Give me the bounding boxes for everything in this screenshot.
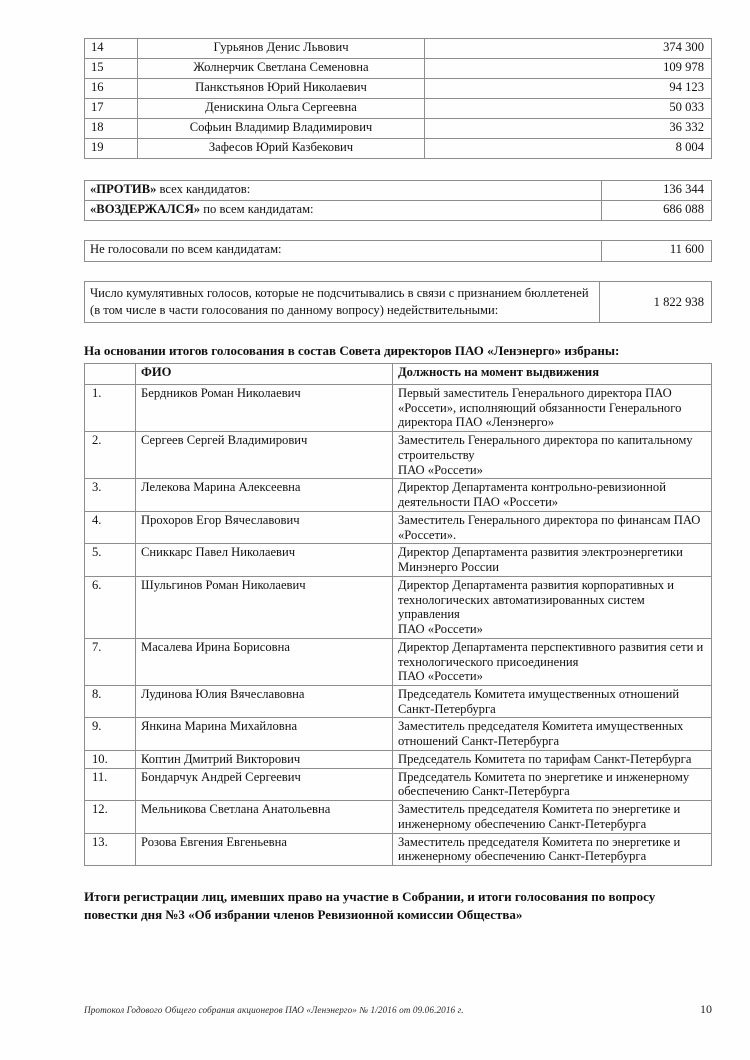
board-member-position: Председатель Комитета по тарифам Санкт-Петербурга bbox=[393, 750, 712, 768]
table-row bbox=[85, 638, 712, 685]
board-member-position: Директор Департамента перспективного развития сети и технологического присоединения ПАО «Россети» bbox=[393, 638, 712, 685]
board-table-body bbox=[85, 385, 712, 866]
candidate-number: 18 bbox=[85, 119, 138, 139]
table-row bbox=[85, 833, 712, 865]
cumulative-votes-table bbox=[84, 281, 712, 323]
table-row bbox=[85, 544, 712, 576]
table-row bbox=[85, 768, 712, 800]
table-row bbox=[85, 718, 712, 750]
candidate-name: Софьин Владимир Владимирович bbox=[138, 119, 425, 139]
table-row bbox=[85, 59, 712, 79]
board-member-position: Заместитель председателя Комитета по энергетике и инженерному обеспечению Санкт-Петербурга bbox=[393, 801, 712, 833]
candidate-number: 19 bbox=[85, 139, 138, 159]
table-row bbox=[85, 685, 712, 717]
page-number: 10 bbox=[700, 1002, 712, 1016]
table-row bbox=[85, 801, 712, 833]
board-member-number: 12. bbox=[85, 801, 136, 833]
board-member-number: 5. bbox=[85, 544, 136, 576]
table-row bbox=[85, 511, 712, 543]
against-keyword: «ПРОТИВ» bbox=[90, 182, 157, 196]
elected-board-table bbox=[84, 363, 712, 866]
abstain-keyword: «ВОЗДЕРЖАЛСЯ» bbox=[90, 202, 201, 216]
board-member-name: Лудинова Юлия Вячеславовна bbox=[136, 685, 393, 717]
candidate-votes: 36 332 bbox=[425, 119, 712, 139]
board-member-position: Председатель Комитета по энергетике и инженерному обеспечению Санкт-Петербурга bbox=[393, 768, 712, 800]
board-member-name: Коптин Дмитрий Викторович bbox=[136, 750, 393, 768]
board-member-name: Масалева Ирина Борисовна bbox=[136, 638, 393, 685]
candidate-votes: 50 033 bbox=[425, 99, 712, 119]
candidate-number: 15 bbox=[85, 59, 138, 79]
table-row bbox=[85, 139, 712, 159]
board-member-name: Мельникова Светлана Анатольевна bbox=[136, 801, 393, 833]
board-member-name: Бердников Роман Николаевич bbox=[136, 385, 393, 432]
not-voted-value: 11 600 bbox=[602, 241, 712, 262]
cumulative-value: 1 822 938 bbox=[600, 282, 712, 323]
board-member-name: Янкина Марина Михайловна bbox=[136, 718, 393, 750]
closing-paragraph: Итоги регистрации лиц, имевших право на участие в Собрании, и итоги голосования по вопросу повестки дня №3 «Об избрании членов Ревизионной комиссии Общества» bbox=[84, 889, 656, 922]
column-header-position: Должность на момент выдвижения bbox=[393, 364, 712, 385]
against-label bbox=[85, 181, 602, 201]
candidates-vote-table bbox=[84, 38, 712, 159]
candidate-name: Гурьянов Денис Львович bbox=[138, 39, 425, 59]
against-abstain-table bbox=[84, 180, 712, 221]
table-row bbox=[85, 432, 712, 479]
board-member-name: Шульгинов Роман Николаевич bbox=[136, 576, 393, 638]
not-voted-label: Не голосовали по всем кандидатам: bbox=[85, 241, 602, 262]
abstain-value: 686 088 bbox=[602, 201, 712, 221]
board-member-number: 2. bbox=[85, 432, 136, 479]
table-row bbox=[85, 181, 712, 201]
board-member-position: Директор Департамента контрольно-ревизионной деятельности ПАО «Россети» bbox=[393, 479, 712, 511]
spacer bbox=[84, 323, 712, 342]
table-row bbox=[85, 241, 712, 262]
board-member-position: Первый заместитель Генерального директора ПАО «Россети», исполняющий обязанности Генерального директора ПАО «Ленэнерго» bbox=[393, 385, 712, 432]
board-member-number: 6. bbox=[85, 576, 136, 638]
table-row bbox=[85, 385, 712, 432]
board-member-position: Заместитель председателя Комитета по энергетике и инженерному обеспечению Санкт-Петербурга bbox=[393, 833, 712, 865]
table-row bbox=[85, 576, 712, 638]
candidate-votes: 8 004 bbox=[425, 139, 712, 159]
board-member-position: Председатель Комитета имущественных отношений Санкт-Петербурга bbox=[393, 685, 712, 717]
column-header-fio: ФИО bbox=[136, 364, 393, 385]
candidate-name: Жолнерчик Светлана Семеновна bbox=[138, 59, 425, 79]
abstain-label bbox=[85, 201, 602, 221]
candidate-name: Панкстьянов Юрий Николаевич bbox=[138, 79, 425, 99]
board-member-position: Заместитель Генерального директора по финансам ПАО «Россети». bbox=[393, 511, 712, 543]
table-row bbox=[85, 282, 712, 323]
footer-protocol-note: Протокол Годового Общего собрания акционеров ПАО «Ленэнерго» № 1/2016 от 09.06.2016 г. bbox=[84, 1005, 464, 1015]
table-row bbox=[85, 39, 712, 59]
against-value: 136 344 bbox=[602, 181, 712, 201]
board-member-name: Лелекова Марина Алексеевна bbox=[136, 479, 393, 511]
candidate-name: Денискина Ольга Сергеевна bbox=[138, 99, 425, 119]
spacer bbox=[84, 262, 712, 281]
abstain-label-rest: по всем кандидатам: bbox=[200, 202, 314, 216]
cumulative-label: Число кумулятивных голосов, которые не подсчитывались в связи с признанием бюллетеней (в том числе в части голосования по данному вопросу) недействительными: bbox=[85, 282, 600, 323]
board-member-number: 7. bbox=[85, 638, 136, 685]
against-label-rest: всех кандидатов: bbox=[156, 182, 251, 196]
board-member-position: Директор Департамента развития электроэнергетики Минэнерго России bbox=[393, 544, 712, 576]
board-member-number: 13. bbox=[85, 833, 136, 865]
page-content bbox=[84, 38, 712, 923]
board-member-name: Сергеев Сергей Владимирович bbox=[136, 432, 393, 479]
candidate-number: 17 bbox=[85, 99, 138, 119]
board-member-position: Директор Департамента развития корпоративных и технологических автоматизированных систем управления ПАО «Россети» bbox=[393, 576, 712, 638]
summary-table-body bbox=[85, 181, 712, 221]
board-member-number: 11. bbox=[85, 768, 136, 800]
table-row bbox=[85, 119, 712, 139]
board-member-number: 9. bbox=[85, 718, 136, 750]
table-row bbox=[85, 201, 712, 221]
table-row bbox=[85, 750, 712, 768]
table-row bbox=[85, 79, 712, 99]
table-row bbox=[85, 479, 712, 511]
column-header-number bbox=[85, 364, 136, 385]
board-table-head bbox=[85, 364, 712, 385]
cumulative-table-body bbox=[85, 282, 712, 323]
candidate-votes: 109 978 bbox=[425, 59, 712, 79]
candidates-table-body bbox=[85, 39, 712, 159]
board-member-number: 1. bbox=[85, 385, 136, 432]
table-header-row bbox=[85, 364, 712, 385]
board-member-number: 3. bbox=[85, 479, 136, 511]
page-footer bbox=[84, 1002, 712, 1017]
spacer bbox=[84, 866, 712, 888]
candidate-number: 16 bbox=[85, 79, 138, 99]
board-member-position: Заместитель Генерального директора по капитальному строительству ПАО «Россети» bbox=[393, 432, 712, 479]
board-member-number: 4. bbox=[85, 511, 136, 543]
not-voted-table bbox=[84, 240, 712, 262]
candidate-name: Зафесов Юрий Казбекович bbox=[138, 139, 425, 159]
board-member-position: Заместитель председателя Комитета имущественных отношений Санкт-Петербурга bbox=[393, 718, 712, 750]
candidate-number: 14 bbox=[85, 39, 138, 59]
board-member-number: 10. bbox=[85, 750, 136, 768]
board-member-name: Сниккарс Павел Николаевич bbox=[136, 544, 393, 576]
board-member-name: Розова Евгения Евгеньевна bbox=[136, 833, 393, 865]
spacer bbox=[84, 221, 712, 240]
board-member-name: Прохоров Егор Вячеславович bbox=[136, 511, 393, 543]
board-member-number: 8. bbox=[85, 685, 136, 717]
candidate-votes: 94 123 bbox=[425, 79, 712, 99]
board-member-name: Бондарчук Андрей Сергеевич bbox=[136, 768, 393, 800]
not-voted-table-body bbox=[85, 241, 712, 262]
table-row bbox=[85, 99, 712, 119]
candidate-votes: 374 300 bbox=[425, 39, 712, 59]
spacer bbox=[84, 159, 712, 180]
board-section-heading: На основании итогов голосования в состав Совета директоров ПАО «Ленэнерго» избраны: bbox=[84, 343, 620, 359]
